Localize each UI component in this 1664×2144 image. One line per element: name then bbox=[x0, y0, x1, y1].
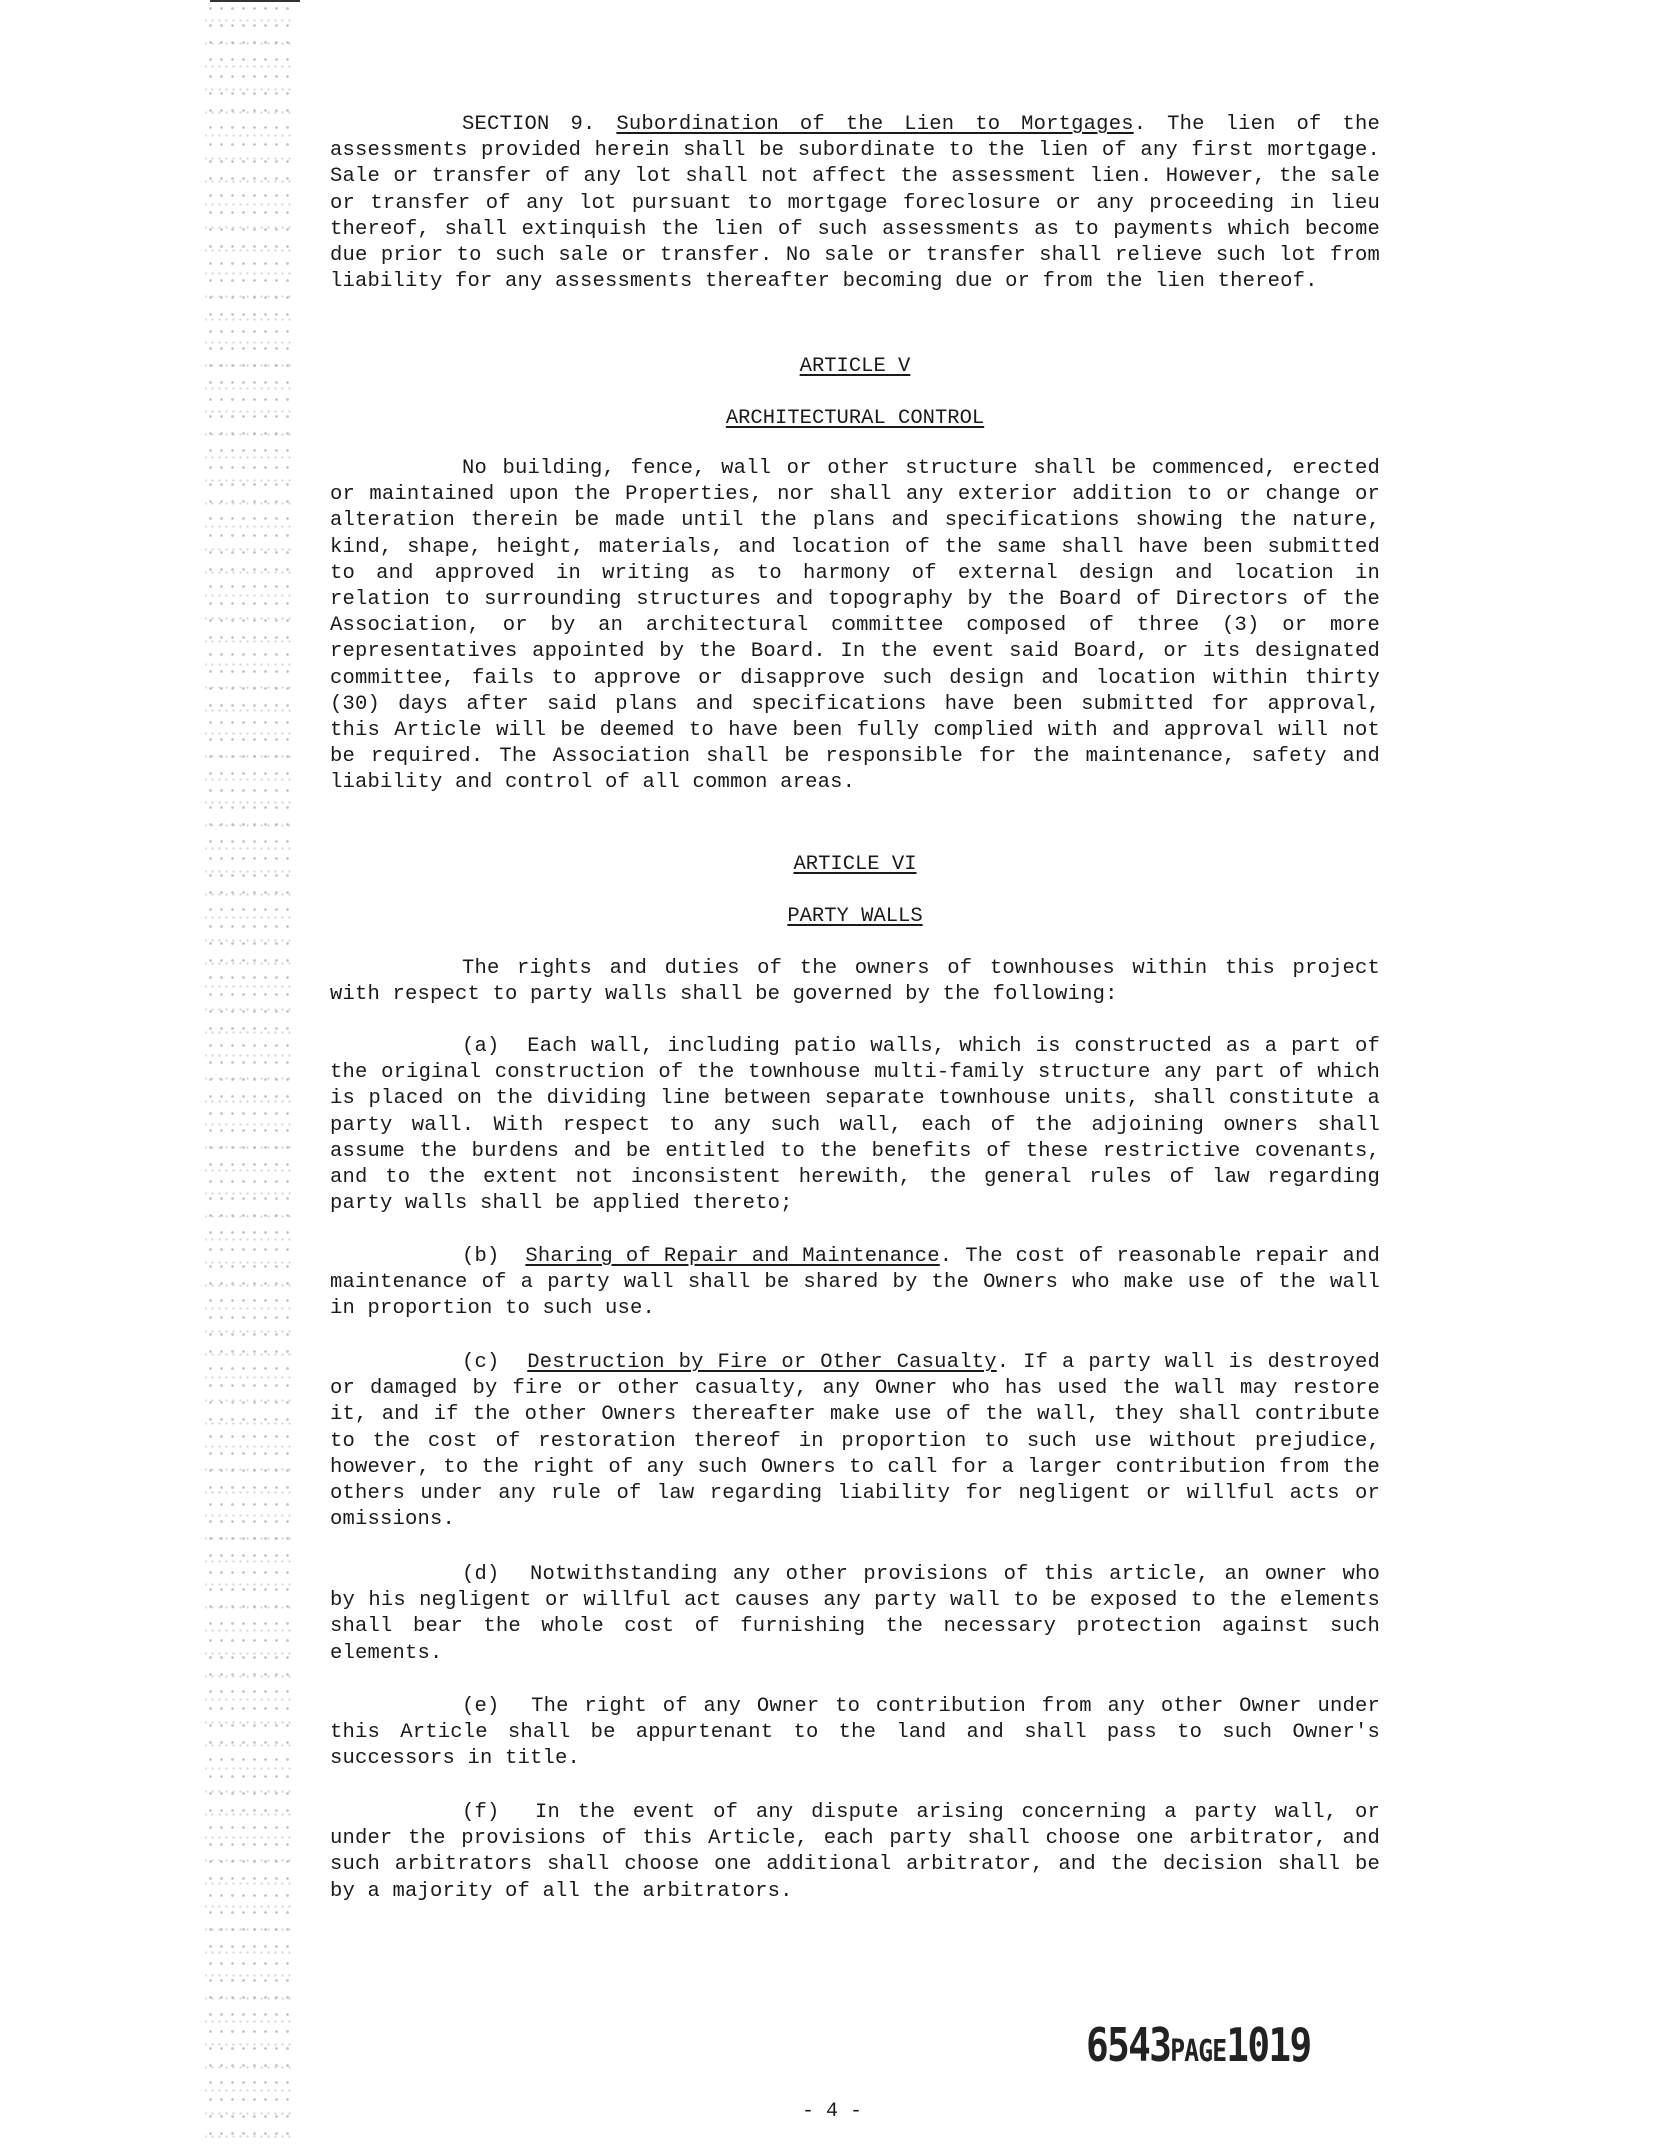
clause-e-label: (e) bbox=[462, 1695, 500, 1718]
clause-a-text: Each wall, including patio walls, which is constructed as a part of the original construction of the townhouse multi-family structure any part of which is placed on the dividing line between separate townhouse units, shall constitute a party wall. With respect to any such wall, each of the adjoining owners shall assume the burdens and be entitled to the benefits of these restrictive covenants, and to the extent not inconsistent herewith, the general rules of law regarding party walls shall be applied thereto; bbox=[330, 1035, 1380, 1216]
clause-e-text: The right of any Owner to contribution from any other Owner under this Article shall be appurtenant to the land and shall pass to such Owner's successors in title. bbox=[330, 1695, 1380, 1771]
clause-e bbox=[330, 1694, 1380, 1773]
section-9-title: Subordination of the Lien to Mortgages bbox=[616, 113, 1134, 136]
clause-f-label: (f) bbox=[462, 1801, 500, 1824]
clause-a bbox=[330, 1034, 1380, 1217]
clause-f bbox=[330, 1800, 1380, 1905]
clause-b-paragraph bbox=[330, 1244, 1380, 1323]
clause-f-paragraph bbox=[330, 1800, 1380, 1905]
clause-c-paragraph bbox=[330, 1350, 1380, 1533]
clause-a-paragraph bbox=[330, 1034, 1380, 1217]
clause-d-text: Notwithstanding any other provisions of this article, an owner who by his negligent or willful act causes any party wall to be exposed to the elements shall bear the whole cost of furnishing the necessary protection against such elements. bbox=[330, 1563, 1380, 1665]
article-5-text: No building, fence, wall or other structure shall be commenced, erected or maintained upon the Properties, nor shall any exterior addition to or change or alteration therein be made until the plans and specifications showing the nature, kind, shape, height, materials, and location of the same shall have been submitted to and approved in writing as to harmony of external design and location in relation to surrounding structures and topography by the Board of Directors of the Association, or by an architectural committee composed of three (3) or more representatives appointed by the Board. In the event said Board, or its designated committee, fails to approve or disapprove such design and location within thirty (30) days after said plans and specifications have been submitted for approval, this Article will be deemed to have been fully complied with and approval will not be required. The Association shall be responsible for the maintenance, safety and liability and control of all common areas. bbox=[330, 457, 1380, 795]
section-9 bbox=[330, 112, 1380, 295]
clause-f-text: In the event of any dispute arising concerning a party wall, or under the provisions of this Article, each party shall choose one arbitrator, and such arbitrators shall choose one additional arbitrator, and the decision shall be by a majority of all the arbitrators. bbox=[330, 1801, 1380, 1903]
stamp-page-label: PAGE bbox=[1170, 2034, 1227, 2069]
clause-a-label: (a) bbox=[462, 1035, 500, 1058]
clause-c bbox=[330, 1350, 1380, 1533]
section-9-lead: SECTION 9. bbox=[462, 113, 596, 136]
clause-b-text: . The cost of reasonable repair and maintenance of a party wall shall be shared by the Owners who make use of the wall in proportion to such use. bbox=[330, 1245, 1380, 1321]
clause-d-label: (d) bbox=[462, 1563, 500, 1586]
stamp-book: 6543 bbox=[1086, 2018, 1171, 2072]
article-6-subheading: PARTY WALLS bbox=[787, 905, 923, 928]
article-5-subheading: ARCHITECTURAL CONTROL bbox=[725, 407, 985, 430]
recording-stamp bbox=[1086, 2018, 1311, 2072]
clause-b bbox=[330, 1244, 1380, 1323]
article-6-heading: ARTICLE VI bbox=[793, 853, 917, 876]
article-6-intro-text: The rights and duties of the owners of townhouses within this project with respect to party walls shall be governed by the following: bbox=[330, 957, 1380, 1007]
article-5-paragraph bbox=[330, 456, 1380, 797]
section-9-paragraph bbox=[330, 112, 1380, 295]
clause-d bbox=[330, 1562, 1380, 1667]
section-9-text: . The lien of the assessments provided herein shall be subordinate to the lien of any first mortgage. Sale or transfer of any lot shall not affect the assessment lien. However, the sale or transfer of any lot pursuant to mortgage foreclosure or any proceeding in lieu thereof, shall extinquish the lien of such assessments as to payments which become due prior to such sale or transfer. No sale or transfer shall relieve such lot from liability for any assessments thereafter becoming due or from the lien thereof. bbox=[330, 113, 1380, 294]
clause-e-paragraph bbox=[330, 1694, 1380, 1773]
clause-c-title: Destruction by Fire or Other Casualty bbox=[527, 1351, 997, 1374]
page-number: - 4 - bbox=[801, 2100, 862, 2123]
article-5-heading: ARTICLE V bbox=[799, 355, 911, 378]
stamp-page: 1019 bbox=[1226, 2018, 1311, 2072]
article-6-intro bbox=[330, 956, 1380, 1008]
clause-d-paragraph bbox=[330, 1562, 1380, 1667]
scan-edge-noise bbox=[205, 0, 295, 2144]
article-6-intro-paragraph bbox=[330, 956, 1380, 1008]
article-5-body bbox=[330, 456, 1380, 797]
clause-b-label: (b) bbox=[462, 1245, 500, 1268]
clause-c-text: . If a party wall is destroyed or damaged by fire or other casualty, any Owner who has used the wall may restore it, and if the other Owners thereafter make use of the wall, they shall contribute to the cost of restoration thereof in proportion to such use without prejudice, however, to the right of any such Owners to call for a larger contribution from the others under any rule of law regarding liability for negligent or willful acts or omissions. bbox=[330, 1351, 1380, 1532]
clause-c-label: (c) bbox=[462, 1351, 500, 1374]
scan-top-rule bbox=[210, 0, 300, 2]
clause-b-title: Sharing of Repair and Maintenance bbox=[525, 1245, 940, 1268]
